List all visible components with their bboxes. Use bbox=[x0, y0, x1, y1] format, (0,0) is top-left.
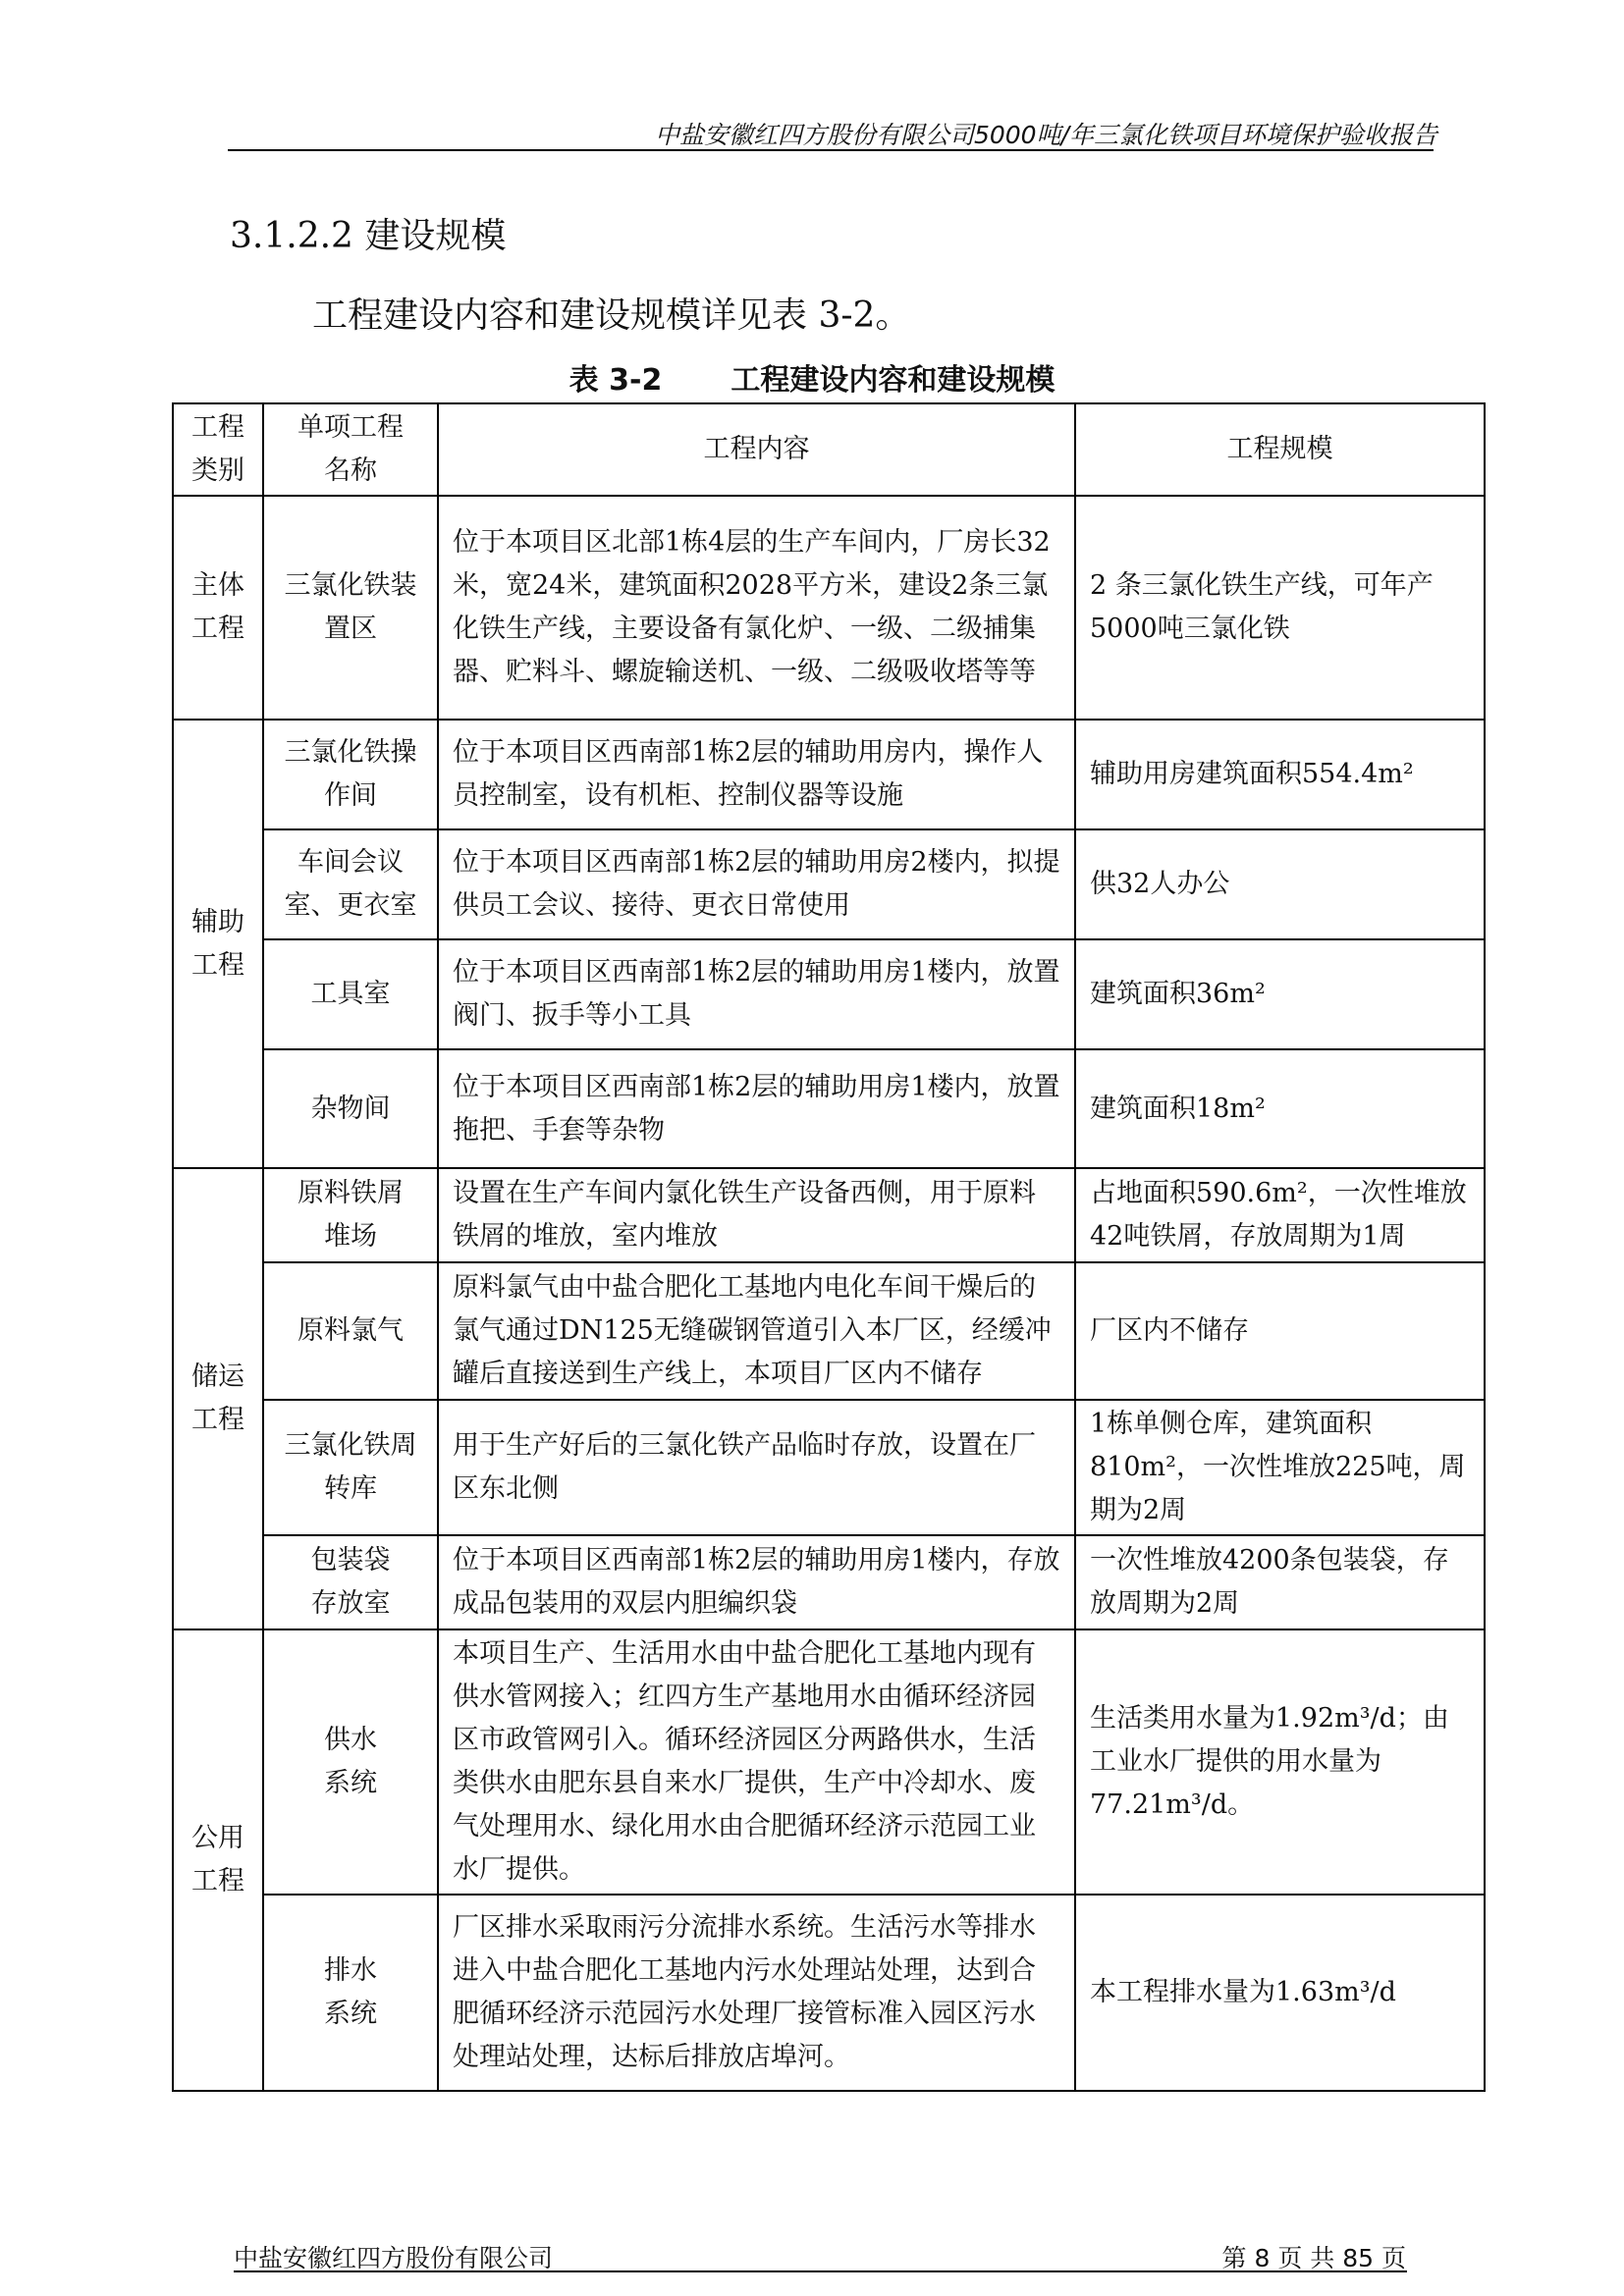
header-title: 中盐安徽红四方股份有限公司5000吨/年三氯化铁项目环境保护验收报告 bbox=[654, 121, 1437, 149]
header-category: 工程 类别 bbox=[173, 403, 263, 496]
table-caption bbox=[0, 355, 1624, 399]
construction-scale-table bbox=[172, 402, 1486, 2092]
scale-cell: 2 条三氯化铁生产线，可年产5000吨三氯化铁 bbox=[1075, 496, 1485, 720]
content-cell: 位于本项目区西南部1栋2层的辅助用房1楼内，存放成品包装用的双层内胆编织袋 bbox=[438, 1535, 1075, 1629]
item-name-cell: 包装袋 存放室 bbox=[263, 1535, 438, 1629]
content-cell: 位于本项目区西南部1栋2层的辅助用房1楼内，放置拖把、手套等杂物 bbox=[438, 1049, 1075, 1168]
content-cell: 原料氯气由中盐合肥化工基地内电化车间干燥后的氯气通过DN125无缝碳钢管道引入本厂区，经缓冲罐后直接送到生产线上，本项目厂区内不储存 bbox=[438, 1262, 1075, 1400]
content-cell: 设置在生产车间内氯化铁生产设备西侧，用于原料铁屑的堆放，室内堆放 bbox=[438, 1168, 1075, 1262]
header-scale: 工程规模 bbox=[1075, 403, 1485, 496]
content-cell: 厂区排水采取雨污分流排水系统。生活污水等排水进入中盐合肥化工基地内污水处理站处理，达到合肥循环经济示范园污水处理厂接管标准入园区污水处理站处理，达标后排放店埠河。 bbox=[438, 1895, 1075, 2091]
section-heading: 3.1.2.2 建设规模 bbox=[230, 216, 507, 256]
table-row bbox=[173, 1629, 1485, 1895]
scale-cell: 1栋单侧仓库，建筑面积810m²，一次性堆放225吨，周期为2周 bbox=[1075, 1400, 1485, 1535]
scale-cell: 供32人办公 bbox=[1075, 829, 1485, 939]
content-cell: 位于本项目区西南部1栋2层的辅助用房内，操作人员控制室，设有机柜、控制仪器等设施 bbox=[438, 720, 1075, 829]
scale-cell: 辅助用房建筑面积554.4m² bbox=[1075, 720, 1485, 829]
content-cell: 本项目生产、生活用水由中盐合肥化工基地内现有供水管网接入；红四方生产基地用水由循环经济园区市政管网引入。循环经济园区分两路供水，生活类供水由肥东县自来水厂提供，生产中冷却水、废气处理用水、绿化用水由合肥循环经济示范园工业水厂提供。 bbox=[438, 1629, 1075, 1895]
content-cell: 位于本项目区西南部1栋2层的辅助用房1楼内，放置阀门、扳手等小工具 bbox=[438, 939, 1075, 1049]
item-name-cell: 三氯化铁操 作间 bbox=[263, 720, 438, 829]
table-row bbox=[173, 1049, 1485, 1168]
intro-paragraph: 工程建设内容和建设规模详见表 3-2。 bbox=[312, 295, 911, 336]
table-row bbox=[173, 1262, 1485, 1400]
category-cell: 主体 工程 bbox=[173, 496, 263, 720]
table-row bbox=[173, 939, 1485, 1049]
table-row bbox=[173, 829, 1485, 939]
table-row bbox=[173, 496, 1485, 720]
header-rule bbox=[228, 149, 1434, 151]
item-name-cell: 工具室 bbox=[263, 939, 438, 1049]
footer-page-number: 第 8 页 共 85 页 bbox=[1221, 2244, 1406, 2272]
item-name-cell: 三氯化铁周 转库 bbox=[263, 1400, 438, 1535]
scale-cell: 占地面积590.6m²，一次性堆放42吨铁屑，存放周期为1周 bbox=[1075, 1168, 1485, 1262]
table-row bbox=[173, 1400, 1485, 1535]
content-cell: 用于生产好后的三氯化铁产品临时存放，设置在厂区东北侧 bbox=[438, 1400, 1075, 1535]
table-caption-number: 表 3-2 bbox=[568, 363, 663, 398]
scale-cell: 生活类用水量为1.92m³/d；由工业水厂提供的用水量为77.21m³/d。 bbox=[1075, 1629, 1485, 1895]
item-name-cell: 车间会议 室、更衣室 bbox=[263, 829, 438, 939]
table-header-row bbox=[173, 403, 1485, 496]
scale-cell: 厂区内不储存 bbox=[1075, 1262, 1485, 1400]
item-name-cell: 杂物间 bbox=[263, 1049, 438, 1168]
table-row bbox=[173, 720, 1485, 829]
scale-cell: 建筑面积36m² bbox=[1075, 939, 1485, 1049]
category-cell: 辅助 工程 bbox=[173, 720, 263, 1168]
scale-cell: 本工程排水量为1.63m³/d bbox=[1075, 1895, 1485, 2091]
item-name-cell: 供水 系统 bbox=[263, 1629, 438, 1895]
content-cell: 位于本项目区北部1栋4层的生产车间内，厂房长32米，宽24米，建筑面积2028平方米，建设2条三氯化铁生产线，主要设备有氯化炉、一级、二级捕集器、贮料斗、螺旋输送机、一级、二级吸收塔等等 bbox=[438, 496, 1075, 720]
footer-rule bbox=[234, 2270, 1407, 2272]
category-cell: 储运 工程 bbox=[173, 1168, 263, 1629]
content-cell: 位于本项目区西南部1栋2层的辅助用房2楼内，拟提供员工会议、接待、更衣日常使用 bbox=[438, 829, 1075, 939]
table-caption-title: 工程建设内容和建设规模 bbox=[731, 363, 1056, 398]
table-row bbox=[173, 1535, 1485, 1629]
scale-cell: 建筑面积18m² bbox=[1075, 1049, 1485, 1168]
item-name-cell: 排水 系统 bbox=[263, 1895, 438, 2091]
header-item-name: 单项工程 名称 bbox=[263, 403, 438, 496]
scale-cell: 一次性堆放4200条包装袋，存放周期为2周 bbox=[1075, 1535, 1485, 1629]
table-row bbox=[173, 1168, 1485, 1262]
item-name-cell: 原料铁屑 堆场 bbox=[263, 1168, 438, 1262]
category-cell: 公用 工程 bbox=[173, 1629, 263, 2091]
table-row bbox=[173, 1895, 1485, 2091]
footer-company: 中盐安徽红四方股份有限公司 bbox=[234, 2244, 554, 2272]
header-content: 工程内容 bbox=[438, 403, 1075, 496]
item-name-cell: 三氯化铁装 置区 bbox=[263, 496, 438, 720]
item-name-cell: 原料氯气 bbox=[263, 1262, 438, 1400]
